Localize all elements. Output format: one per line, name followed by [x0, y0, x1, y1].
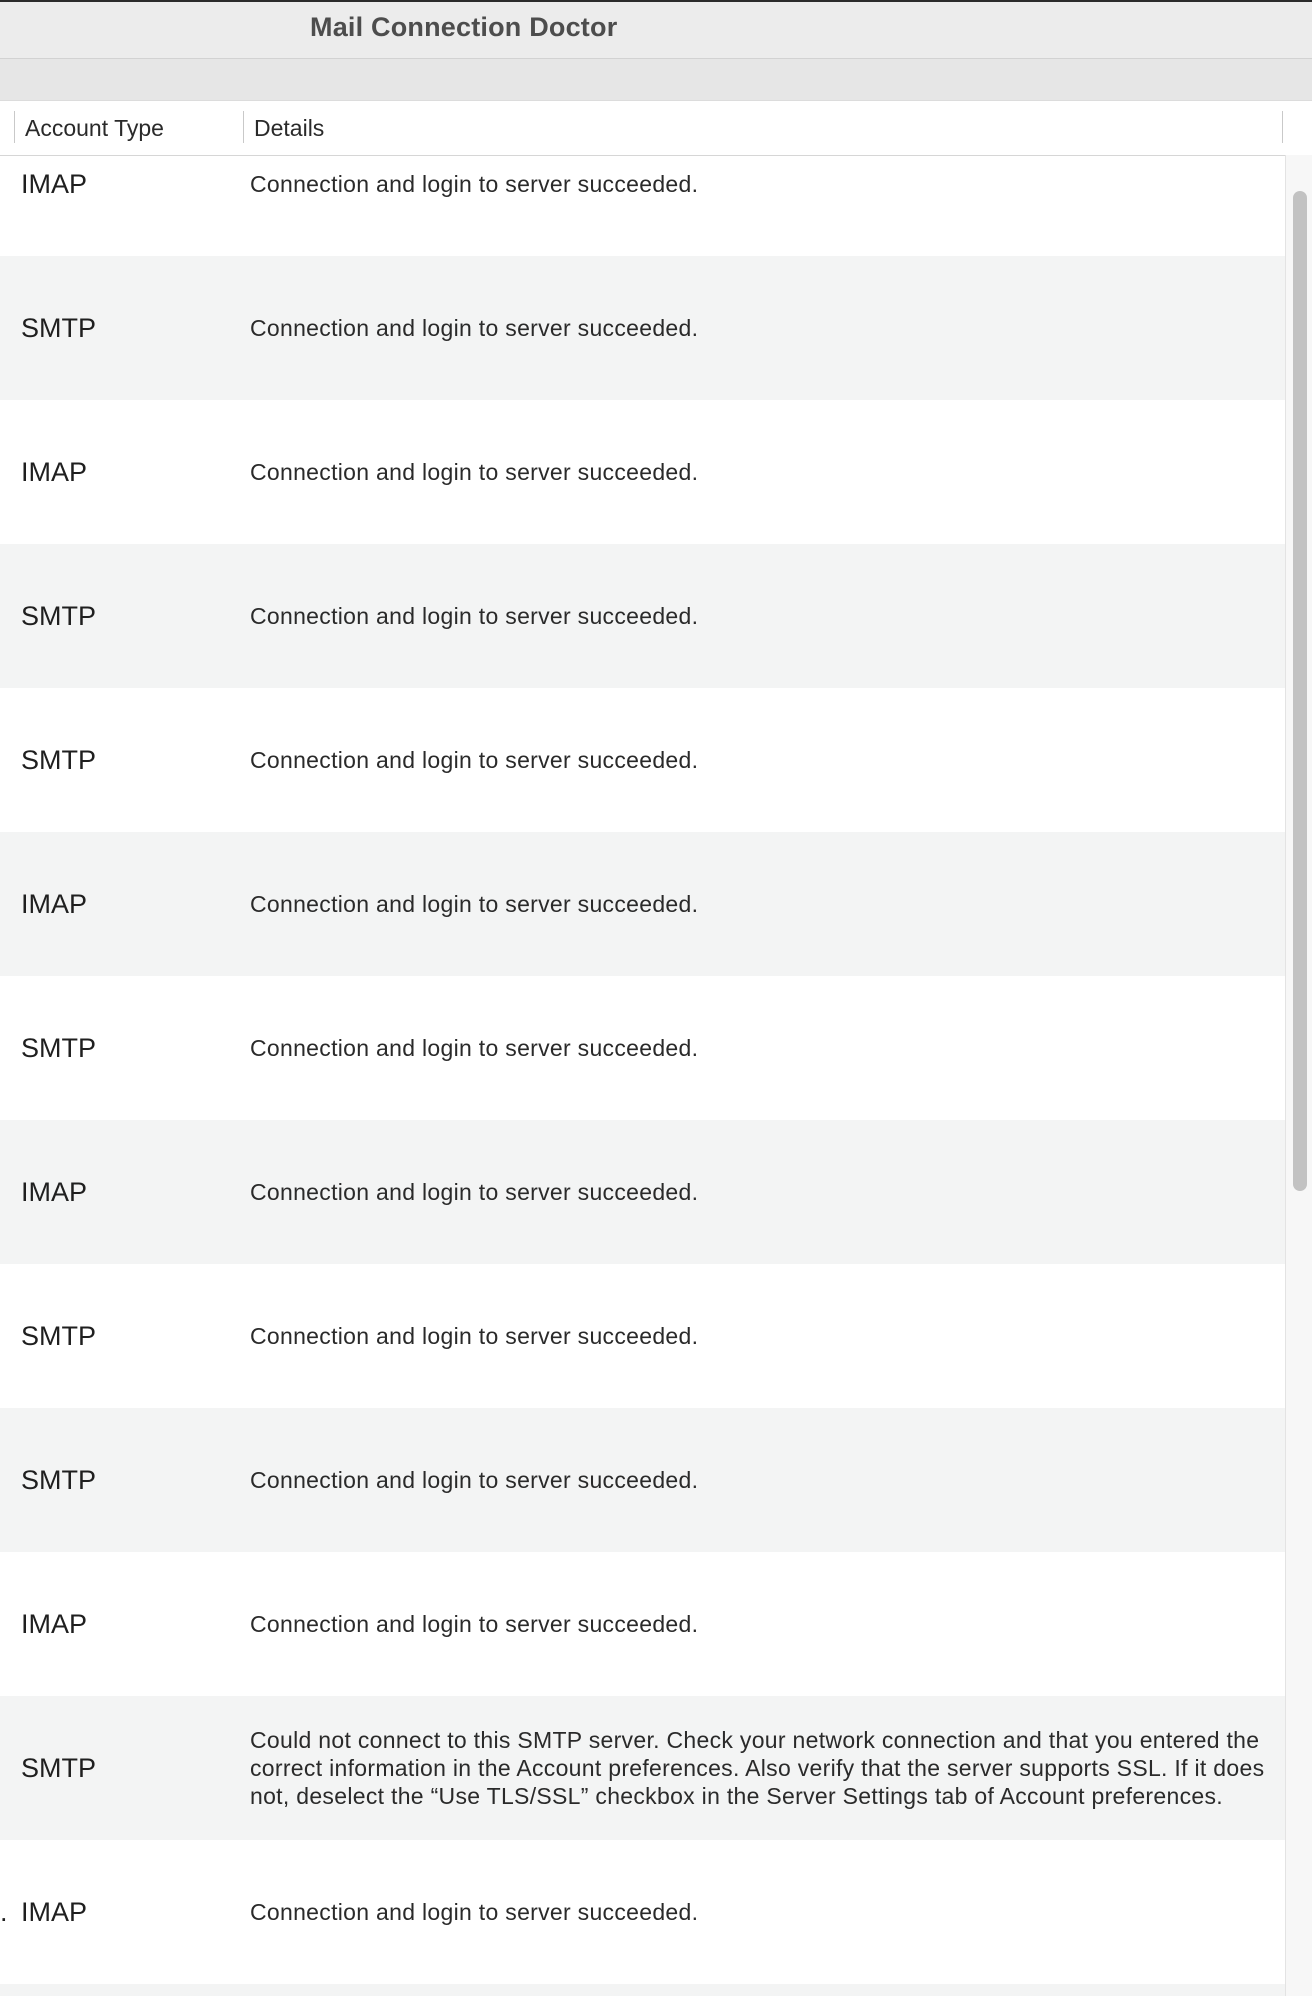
account-type-cell: SMTP	[21, 744, 97, 775]
account-type-cell: IMAP	[21, 168, 88, 199]
table-row[interactable]	[0, 544, 1285, 688]
table-row[interactable]	[0, 256, 1285, 400]
column-separator[interactable]	[14, 111, 15, 143]
window-title: Mail Connection Doctor	[310, 12, 618, 42]
account-type-cell: IMAP	[21, 1608, 88, 1639]
account-type-cell: IMAP	[21, 1176, 88, 1207]
details-cell: Could not connect to this SMTP server. Check your network connection and that you entered the correct information in the Account preferences. Also verify that the server supports SSL. If it does not, deselect the “Use TLS/SSL” checkbox in the Server Settings tab of Account preferences.	[250, 1727, 1265, 1809]
account-type-cell: IMAP	[21, 888, 88, 919]
account-type-cell: SMTP	[21, 1032, 97, 1063]
details-cell: Connection and login to server succeeded.	[250, 891, 699, 917]
table-row[interactable]	[0, 1408, 1285, 1552]
table-row[interactable]	[0, 976, 1285, 1120]
details-cell: Connection and login to server succeeded.	[250, 171, 699, 197]
header-corner	[1285, 101, 1312, 156]
column-header-row	[0, 101, 1285, 156]
details-cell: Connection and login to server succeeded.	[250, 1179, 699, 1205]
details-cell: Connection and login to server succeeded.	[250, 459, 699, 485]
table-body[interactable]	[0, 155, 1285, 1996]
title-bar	[0, 2, 1312, 59]
table-row[interactable]	[0, 832, 1285, 976]
table-row[interactable]	[0, 1264, 1285, 1408]
details-cell	[250, 1984, 1280, 1996]
scrollbar-thumb[interactable]	[1293, 191, 1307, 1191]
column-header-details[interactable]: Details	[254, 115, 325, 141]
table-row[interactable]	[0, 400, 1285, 544]
details-cell: Connection and login to server succeeded.	[250, 1611, 699, 1637]
details-cell: Connection and login to server succeeded.	[250, 1323, 699, 1349]
account-type-cell: SMTP	[21, 600, 97, 631]
column-header-account-type[interactable]: Account Type	[25, 115, 164, 141]
account-type-cell: IMAP	[21, 1896, 88, 1927]
account-type-cell: IMAP	[21, 456, 88, 487]
details-cell: Connection and login to server succeeded.	[250, 1899, 699, 1925]
column-separator[interactable]	[1282, 111, 1283, 143]
table-row[interactable]	[0, 688, 1285, 832]
table-row[interactable]	[0, 1120, 1285, 1264]
table-row[interactable]	[0, 155, 1285, 256]
account-type-cell: SMTP	[21, 312, 97, 343]
table-row[interactable]	[0, 1984, 1285, 1996]
table-rows	[0, 155, 1285, 1996]
details-cell: Connection and login to server succeeded.	[250, 315, 699, 341]
details-cell: Connection and login to server succeeded.	[250, 1035, 699, 1061]
column-separator[interactable]	[243, 111, 244, 143]
details-cell: Connection and login to server succeeded.	[250, 603, 699, 629]
toolbar-band	[0, 59, 1312, 101]
account-type-cell: SMTP	[21, 1320, 97, 1351]
account-type-cell: SMTP	[21, 1752, 97, 1783]
row-marker: .	[0, 1896, 8, 1927]
table-row[interactable]	[0, 1840, 1285, 1984]
account-type-cell: SMTP	[21, 1464, 97, 1495]
table-row[interactable]	[0, 1552, 1285, 1696]
details-cell: Connection and login to server succeeded.	[250, 1467, 699, 1493]
results-table	[0, 101, 1312, 1996]
vertical-scrollbar[interactable]	[1285, 155, 1312, 1996]
table-row[interactable]	[0, 1696, 1285, 1840]
details-cell: Connection and login to server succeeded.	[250, 747, 699, 773]
